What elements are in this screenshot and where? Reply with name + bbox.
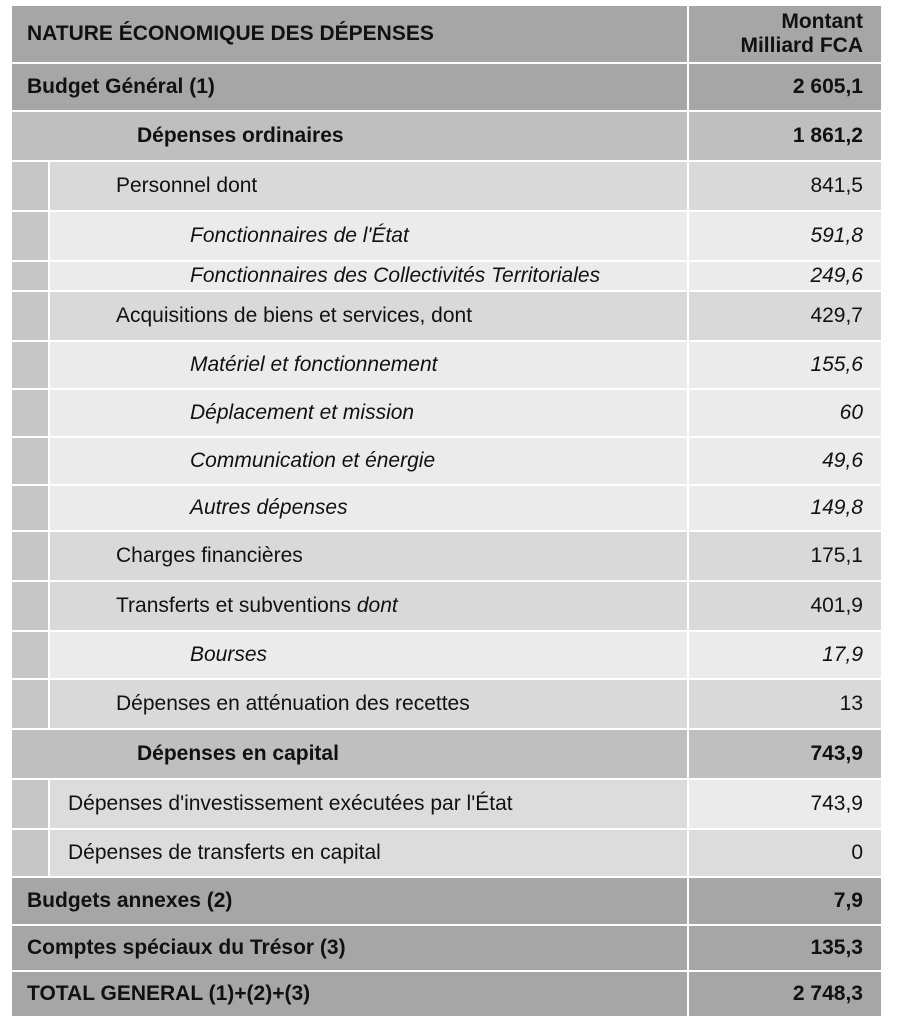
row-value: 743,9 bbox=[689, 780, 881, 828]
row-label: Autres dépenses bbox=[50, 486, 687, 530]
row-label: Budget Général (1) bbox=[12, 64, 687, 110]
table-row bbox=[12, 64, 881, 110]
row-label: TOTAL GENERAL (1)+(2)+(3) bbox=[12, 972, 687, 1016]
table-row bbox=[12, 582, 881, 630]
expenditure-table bbox=[10, 4, 883, 1018]
row-value: 743,9 bbox=[689, 730, 881, 778]
row-value: 0 bbox=[689, 830, 881, 876]
row-value: 155,6 bbox=[689, 342, 881, 388]
row-value: 13 bbox=[689, 680, 881, 728]
table-row bbox=[12, 162, 881, 210]
row-label: Dépenses de transferts en capital bbox=[50, 830, 687, 876]
row-label: Fonctionnaires de l'État bbox=[50, 212, 687, 260]
indent-cell bbox=[12, 438, 48, 484]
table-row bbox=[12, 632, 881, 678]
row-value: 2 605,1 bbox=[689, 64, 881, 110]
row-label: Acquisitions de biens et services, dont bbox=[50, 292, 687, 340]
row-value: 135,3 bbox=[689, 926, 881, 970]
indent-cell bbox=[12, 292, 48, 340]
row-label: Matériel et fonctionnement bbox=[50, 342, 687, 388]
row-label: Déplacement et mission bbox=[50, 390, 687, 436]
row-value: 429,7 bbox=[689, 292, 881, 340]
table-row bbox=[12, 730, 881, 778]
row-label: Dépenses en atténuation des recettes bbox=[50, 680, 687, 728]
row-label-text: Transferts et subventions bbox=[116, 594, 351, 617]
table-row bbox=[12, 926, 881, 970]
table-row-total bbox=[12, 972, 881, 1016]
header-label: NATURE ÉCONOMIQUE DES DÉPENSES bbox=[12, 6, 687, 62]
table-row bbox=[12, 878, 881, 924]
row-label: Charges financières bbox=[50, 532, 687, 580]
indent-cell bbox=[12, 342, 48, 388]
row-label: Bourses bbox=[50, 632, 687, 678]
table-row bbox=[12, 292, 881, 340]
row-label-suffix: dont bbox=[356, 594, 398, 617]
row-label: Dépenses ordinaires bbox=[12, 112, 687, 160]
table-row bbox=[12, 390, 881, 436]
row-value: 175,1 bbox=[689, 532, 881, 580]
row-value: 2 748,3 bbox=[689, 972, 881, 1016]
indent-cell bbox=[12, 212, 48, 260]
indent-cell bbox=[12, 830, 48, 876]
table-row bbox=[12, 830, 881, 876]
table-header bbox=[12, 6, 881, 62]
table-row bbox=[12, 262, 881, 290]
header-value-line1: Montant bbox=[781, 10, 863, 33]
table-row bbox=[12, 112, 881, 160]
row-label: Fonctionnaires des Collectivités Territoriales bbox=[50, 262, 687, 290]
row-label bbox=[50, 582, 687, 630]
row-label: Comptes spéciaux du Trésor (3) bbox=[12, 926, 687, 970]
row-value: 7,9 bbox=[689, 878, 881, 924]
indent-cell bbox=[12, 780, 48, 828]
row-value: 149,8 bbox=[689, 486, 881, 530]
indent-cell bbox=[12, 632, 48, 678]
table-row bbox=[12, 438, 881, 484]
table-row bbox=[12, 342, 881, 388]
indent-cell bbox=[12, 680, 48, 728]
row-value: 841,5 bbox=[689, 162, 881, 210]
indent-cell bbox=[12, 582, 48, 630]
table-row bbox=[12, 532, 881, 580]
header-value-line2: Milliard FCA bbox=[740, 34, 863, 57]
table-row bbox=[12, 680, 881, 728]
row-label: Dépenses d'investissement exécutées par l'État bbox=[50, 780, 687, 828]
row-label: Dépenses en capital bbox=[12, 730, 687, 778]
indent-cell bbox=[12, 532, 48, 580]
row-label: Personnel dont bbox=[50, 162, 687, 210]
indent-cell bbox=[12, 486, 48, 530]
row-label: Communication et énergie bbox=[50, 438, 687, 484]
row-value: 60 bbox=[689, 390, 881, 436]
table-row bbox=[12, 780, 881, 828]
row-value: 591,8 bbox=[689, 212, 881, 260]
row-value: 249,6 bbox=[689, 262, 881, 290]
row-value: 1 861,2 bbox=[689, 112, 881, 160]
indent-cell bbox=[12, 262, 48, 290]
table-row bbox=[12, 486, 881, 530]
table-row bbox=[12, 212, 881, 260]
indent-cell bbox=[12, 390, 48, 436]
header-value bbox=[689, 6, 881, 62]
row-value: 49,6 bbox=[689, 438, 881, 484]
row-label: Budgets annexes (2) bbox=[12, 878, 687, 924]
indent-cell bbox=[12, 162, 48, 210]
row-value: 401,9 bbox=[689, 582, 881, 630]
row-value: 17,9 bbox=[689, 632, 881, 678]
